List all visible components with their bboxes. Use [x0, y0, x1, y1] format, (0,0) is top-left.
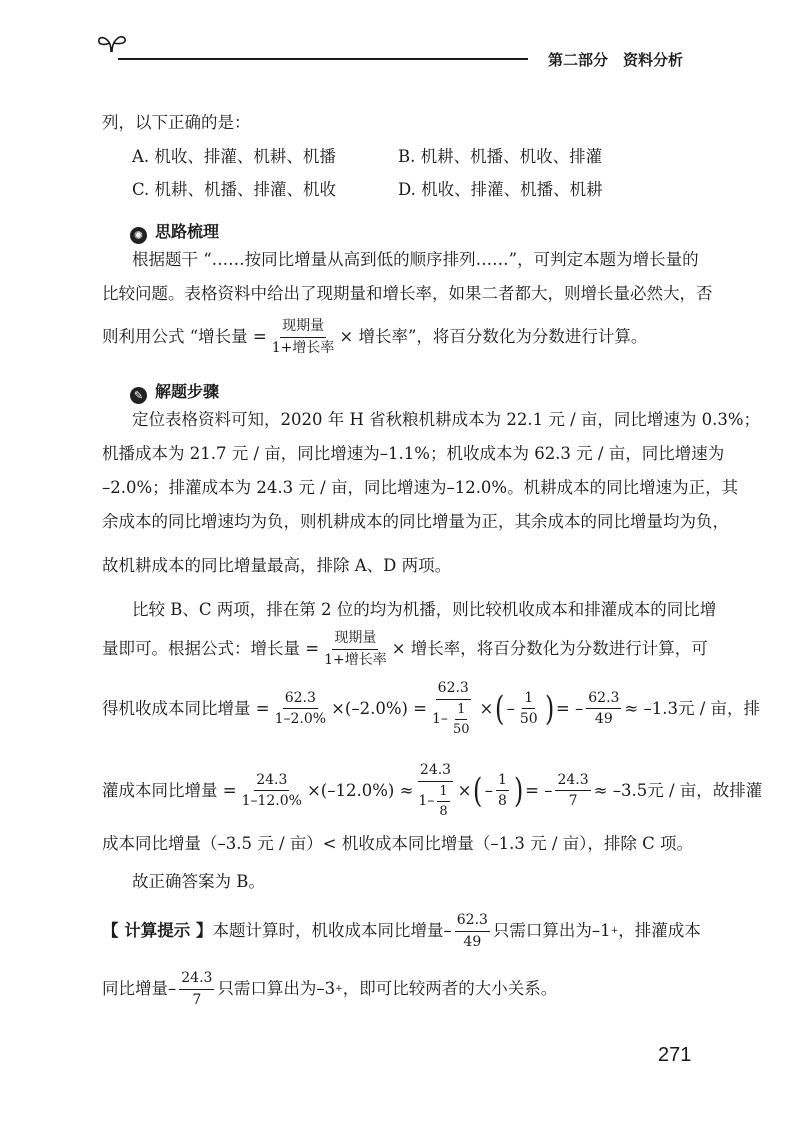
thinking-line-2: 比较问题。表格资料中给出了现期量和增长率，如果二者都大，则增长量必然大，否	[102, 284, 713, 303]
header-title: 第二部分 资料分析	[548, 51, 684, 69]
thinking-line-1: 根据题干 “……按同比增量从高到低的顺序排列……”，可判定本题为增长量的	[132, 250, 699, 269]
sprout-icon	[96, 32, 128, 54]
conclusion-line: 成本同比增量（–3.5 元 / 亩）< 机收成本同比增量（–1.3 元 / 亩），排除 C 项。	[102, 834, 694, 853]
option-c: C. 机耕、机播、排灌、机收	[132, 180, 337, 199]
steps-line-2: 机播成本为 21.7 元 / 亩，同比增速为–1.1%；机收成本为 62.3 元 / 亩，同比增速为	[102, 444, 725, 463]
steps-line-6: 比较 B、C 两项，排在第 2 位的均为机播，则比较机收成本和排灌成本的同比增	[132, 600, 717, 619]
steps-line-1: 定位表格资料可知，2020 年 H 省秋粮机耕成本为 22.1 元 / 亩，同比增速为 0.3%；	[132, 410, 761, 429]
formula-fraction: $\frac{\text{现期量}}{\text{1+增长率}}$	[271, 318, 335, 356]
steps-heading: ✎ 解题步骤	[130, 379, 219, 404]
thinking-line-3: 则利用公式 “增长量 = $\frac{\text{现期量}}{\text{1+增长率}}$ × 增长率”，将百分数化为分数进行计算。	[102, 318, 648, 356]
answer-line: 故正确答案为 B。	[132, 872, 265, 891]
option-d: D. 机收、排灌、机播、机耕	[398, 180, 603, 199]
calc-line-1: 得机收成本同比增量 = $\frac{62.3}{1-2.0\%}$ ×(–2.0%) = 62.3 1– $\frac{1}{50}$ × ( – $\frac{1}{50}$ ) = – $\frac{62.3}{49}$ ≈ –1.3元 / 亩，排	[102, 680, 761, 738]
steps-line-3: –2.0%；排灌成本为 24.3 元 / 亩，同比增速为–12.0%。机耕成本的同比增速为正，其	[102, 478, 739, 497]
gear-icon: ✺	[130, 227, 147, 244]
calc-line-2: 灌成本同比增量 = $\frac{24.3}{1-12.0\%}$ ×(–12.0%) ≈ 24.3 1– $\frac{1}{8}$ × ( – $\frac{1}{8}$ ) = – $\frac{24.3}{7}$ ≈ –3.5元 / 亩，故排灌	[102, 762, 763, 820]
pen-icon: ✎	[130, 387, 147, 404]
steps-line-4: 余成本的同比增速均为负，则机耕成本的同比增量为正，其余成本的同比增量均为负，	[102, 512, 729, 531]
tip-line-1: 【 计算提示 】 本题计算时，机收成本同比增量– $\frac{62.3}{49}$ 只需口算出为–1 + ，排灌成本	[102, 912, 701, 950]
page-number: 271	[658, 1044, 692, 1066]
steps-line-5: 故机耕成本的同比增量最高，排除 A、D 两项。	[102, 556, 452, 575]
option-b: B. 机耕、机播、机收、排灌	[398, 147, 603, 166]
thinking-heading: ✺ 思路梳理	[130, 219, 219, 244]
tip-line-2: 同比增量– $\frac{24.3}{7}$ 只需口算出为–3 + ，即可比较两者的大小关系。	[102, 970, 558, 1008]
option-a: A. 机收、排灌、机耕、机播	[132, 147, 336, 166]
tip-label: 【 计算提示 】	[102, 921, 213, 941]
formula-fraction: $\frac{\text{现期量}}{\text{1+增长率}}$	[324, 630, 387, 668]
steps-formula-line: 量即可。根据公式：增长量 = $\frac{\text{现期量}}{\text{1+增长率}}$ × 增长率，将百分数化为分数进行计算，可	[102, 630, 708, 668]
header-rule	[118, 58, 528, 60]
question-lead: 列，以下正确的是：	[102, 113, 251, 132]
